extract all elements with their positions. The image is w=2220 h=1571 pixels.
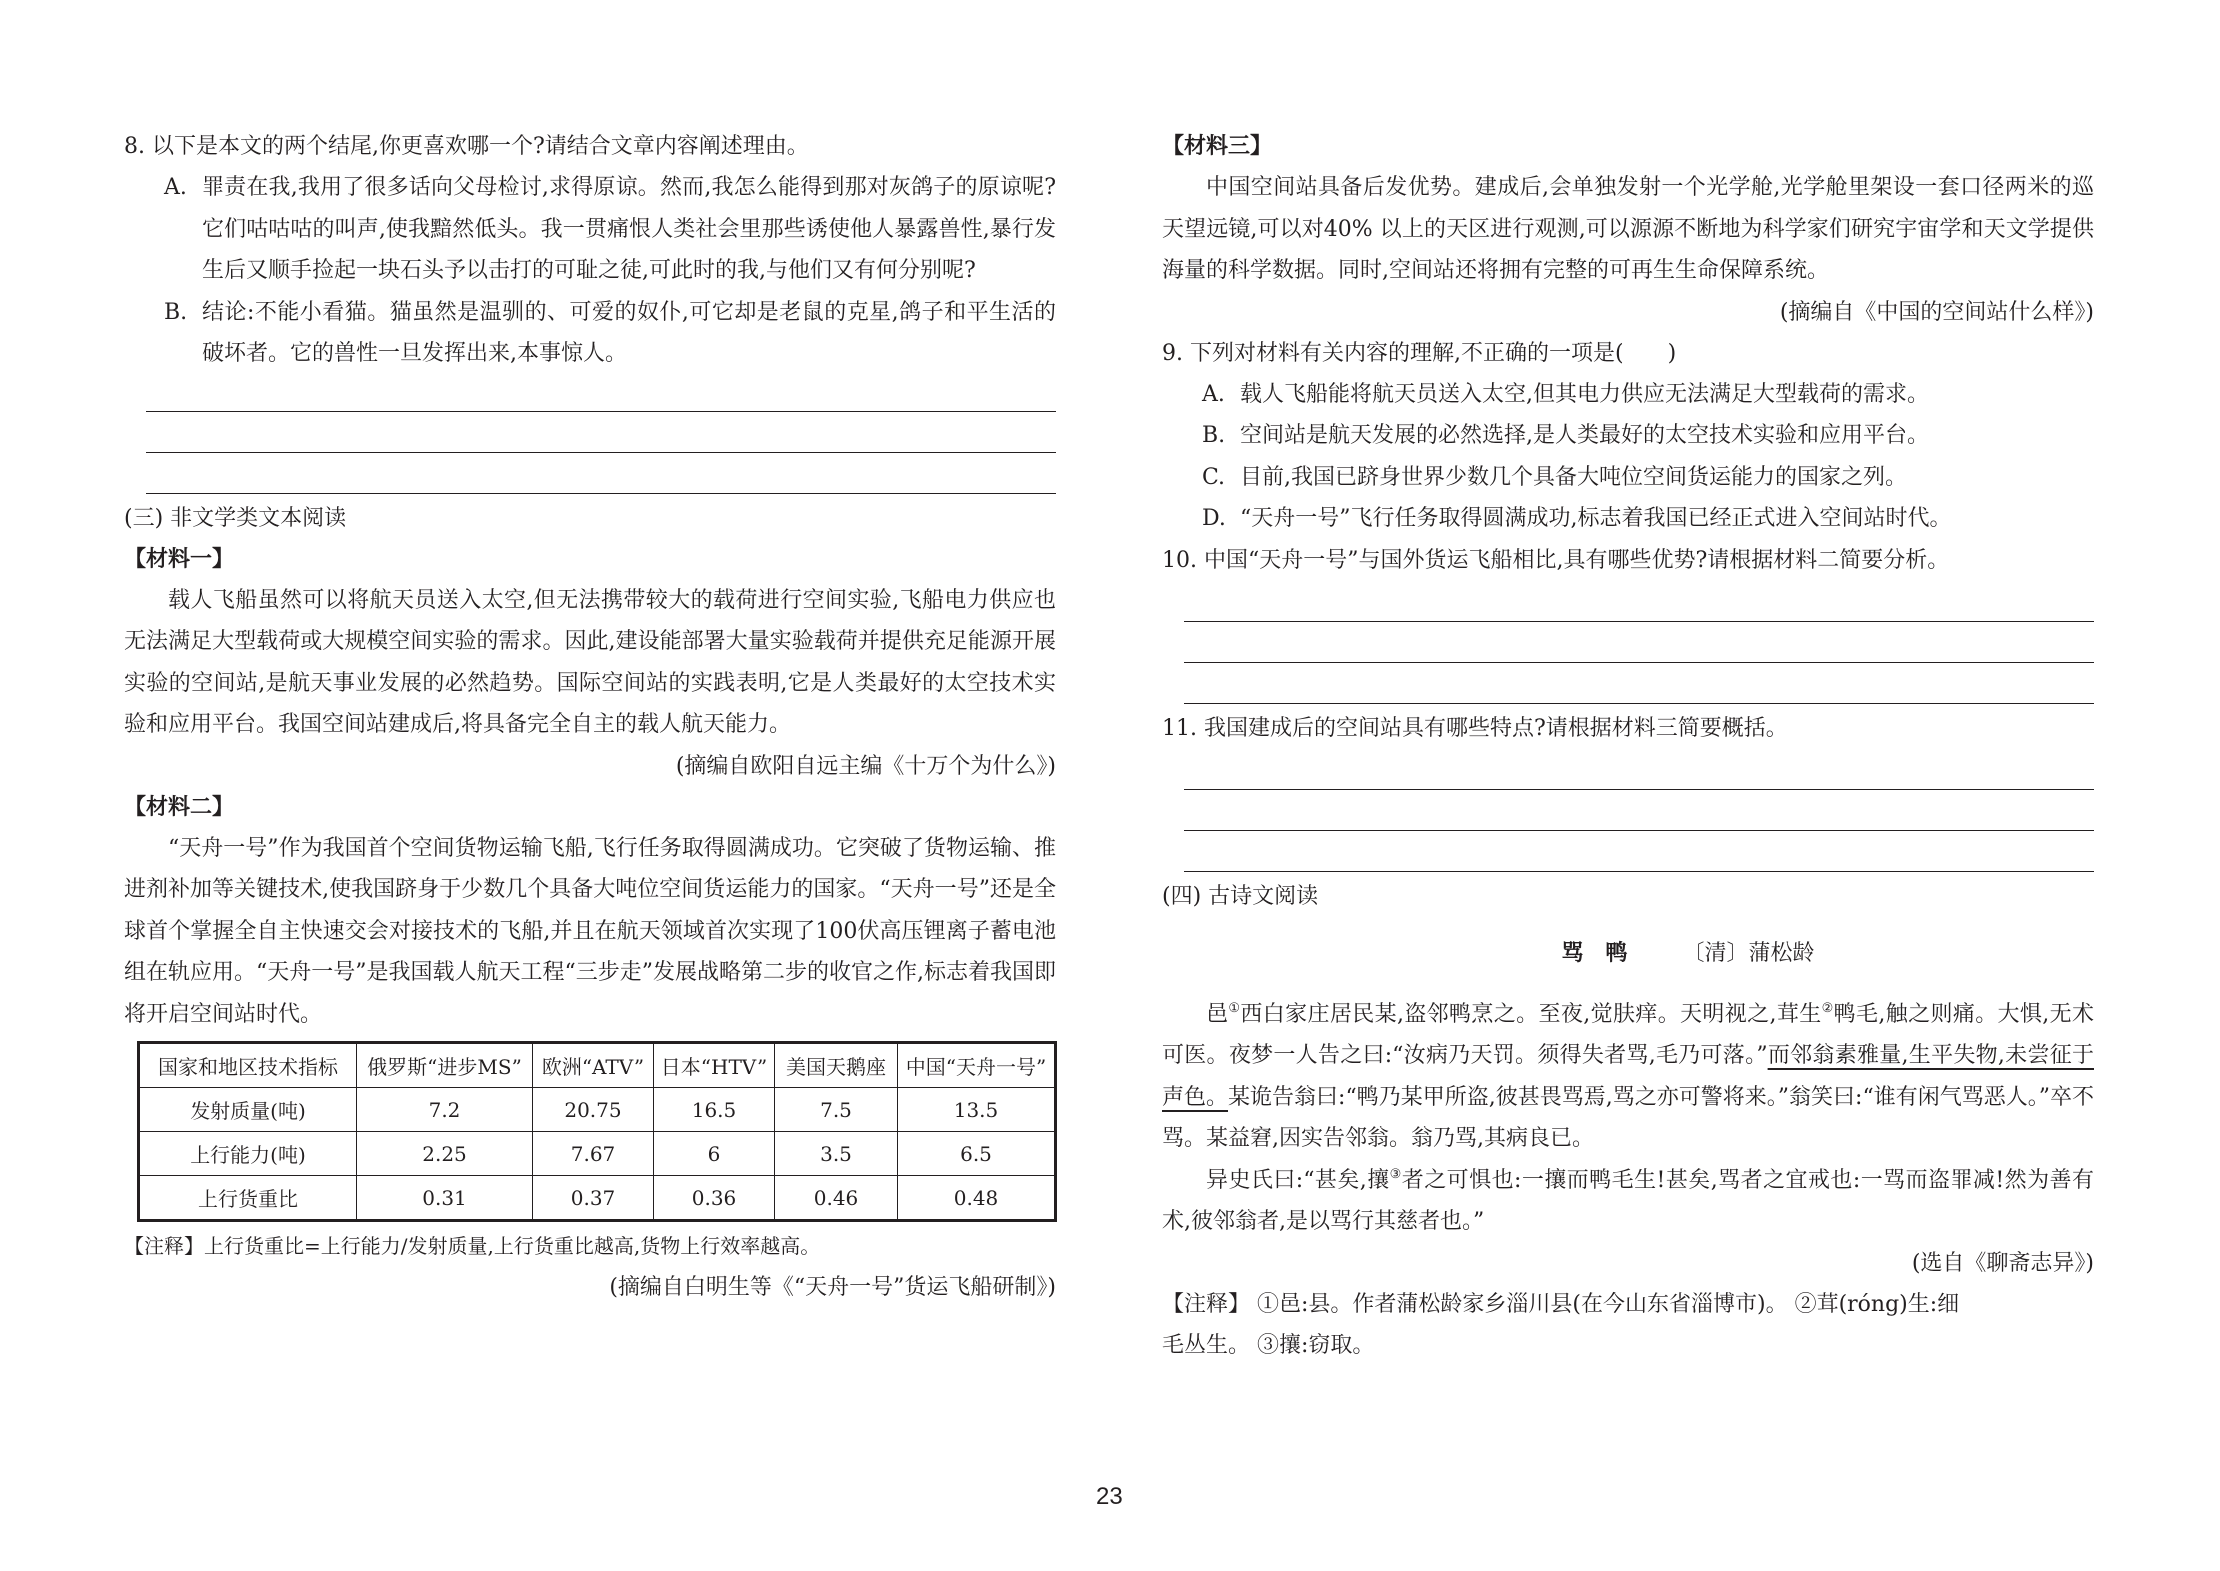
- left-column: [124, 126, 1056, 1308]
- table-header-cell: 俄罗斯“进步MS”: [357, 1043, 533, 1088]
- question-8-prompt: [124, 126, 1056, 167]
- option-label: B.: [1202, 423, 1226, 448]
- question-text: 以下是本文的两个结尾,你更喜欢哪一个?请结合文章内容阐述理由。: [152, 134, 809, 159]
- answer-line[interactable]: [1184, 831, 2094, 872]
- option-text: 空间站是航天发展的必然选择,是人类最好的太空技术实验和应用平台。: [1240, 423, 1929, 448]
- option-text: 罪责在我,我用了很多话向父母检讨,求得原谅。然而,我怎么能得到那对灰鸽子的原谅呢?它们咕咕咕的叫声,使我黯然低头。我一贯痛恨人类社会里那些诱使他人暴露兽性,暴行发生后又顺手捡起一块石头予以击打的可耻之徒,可此时的我,与他们又有何分别呢?: [202, 175, 1056, 283]
- table-cell: 7.67: [533, 1132, 654, 1176]
- classical-text-title: [1162, 933, 2094, 974]
- option-d[interactable]: [1202, 498, 2094, 540]
- question-number: 8.: [124, 134, 145, 159]
- material-1-heading: 【材料一】: [124, 546, 235, 572]
- question-number: 9.: [1162, 340, 1183, 366]
- table-cell: 3.5: [775, 1132, 898, 1176]
- section-3-title: (三) 非文学类文本阅读: [124, 505, 347, 531]
- material-3-source: (摘编自《中国的空间站什么样》): [1779, 299, 2094, 325]
- option-label: C.: [1202, 464, 1226, 490]
- option-label: D.: [1202, 506, 1226, 531]
- table-cell: 0.31: [357, 1176, 533, 1221]
- table-header-cell: 日本“HTV”: [654, 1043, 775, 1088]
- answer-line[interactable]: [1184, 622, 2094, 663]
- table-cell: 7.2: [357, 1088, 533, 1132]
- text-run: 某诡告翁曰:“鸭乃某甲所盗,彼甚畏骂焉,骂之亦可警将来。”翁笑曰:“谁有闲气骂恶人。”卒不骂。某益窘,因实告邻翁。翁乃骂,其病良已。: [1162, 1084, 2094, 1151]
- table-cell: 13.5: [898, 1088, 1056, 1132]
- material-3-heading: 【材料三】: [1162, 134, 1273, 159]
- right-column: [1162, 126, 2094, 1366]
- question-11-prompt: [1162, 708, 2094, 749]
- question-text: 下列对材料有关内容的理解,不正确的一项是( ): [1190, 340, 1677, 366]
- answer-line[interactable]: [146, 371, 1056, 412]
- option-text: 结论:不能小看猫。猫虽然是温驯的、可爱的奴仆,可它却是老鼠的克星,鸽子和平生活的破坏者。它的兽性一旦发挥出来,本事惊人。: [202, 299, 1056, 366]
- option-a: [164, 167, 1056, 292]
- text-run: 鸭毛,触之则痛。大惧,无术可医。夜梦一人告之曰:“汝病乃天罚。须得失者骂,毛乃可落。”: [1162, 1001, 2095, 1068]
- option-text: 目前,我国已跻身世界少数几个具备大吨位空间货运能力的国家之列。: [1240, 464, 1907, 490]
- question-9-options: [1162, 374, 2094, 540]
- answer-lines: [1162, 581, 2094, 704]
- footnote-marker-3: ③: [1389, 1166, 1402, 1182]
- answer-line[interactable]: [1184, 790, 2094, 831]
- classical-author: 〔清〕蒲松龄: [1682, 940, 1815, 966]
- comparison-table: [137, 1041, 1057, 1222]
- answer-line[interactable]: [146, 412, 1056, 453]
- underlined-sentence: 而邻翁素雅量,生平失物,未尝征于声色。: [1162, 1043, 2094, 1110]
- material-2-note: 【注释】上行货重比=上行能力/发射质量,上行货重比越高,货物上行效率越高。: [124, 1234, 821, 1258]
- page-number: 23: [1096, 1483, 1123, 1510]
- question-10-prompt: [1162, 540, 2094, 581]
- text-run: 邑: [1206, 1001, 1229, 1027]
- table-row: [139, 1088, 1056, 1132]
- table-cell: 0.36: [654, 1176, 775, 1221]
- material-2-heading: 【材料二】: [124, 794, 235, 820]
- classical-notes-line-1: 【注释】 ①邑:县。作者蒲松龄家乡淄川县(在今山东省淄博市)。 ②茸(róng)生:细: [1162, 1291, 1960, 1317]
- table-cell: 2.25: [357, 1132, 533, 1176]
- answer-line[interactable]: [1184, 749, 2094, 790]
- question-9-prompt: [1162, 333, 2094, 374]
- option-text: 载人飞船能将航天员送入太空,但其电力供应无法满足大型载荷的需求。: [1240, 381, 1929, 407]
- question-9: [1162, 333, 2094, 540]
- material-2-source: (摘编自白明生等《“天舟一号”货运飞船研制》): [609, 1275, 1056, 1300]
- classical-paragraph-2: [1162, 1160, 2094, 1243]
- table-header-cell: 国家和地区技术指标: [139, 1043, 357, 1088]
- table-header-cell: 美国天鹅座: [775, 1043, 898, 1088]
- option-label: A.: [1202, 381, 1225, 407]
- text-run: 者之可惧也:一攘而鸭毛生!甚矣,骂者之宜戒也:一骂而盗罪减!然为善有术,彼邻翁者,是以骂行其慈者也。”: [1162, 1167, 2094, 1234]
- table-row: [139, 1176, 1056, 1221]
- question-11: [1162, 708, 2094, 872]
- answer-line[interactable]: [1184, 663, 2094, 704]
- option-c[interactable]: [1202, 457, 2094, 499]
- classical-source: (选自《聊斋志异》): [1911, 1250, 2094, 1276]
- classical-notes-line-2: 毛丛生。 ③攘:窃取。: [1162, 1332, 1375, 1358]
- answer-lines: [124, 371, 1056, 494]
- table-row-label: 发射质量(吨): [139, 1088, 357, 1132]
- table-cell: 0.37: [533, 1176, 654, 1221]
- material-1-text: 载人飞船虽然可以将航天员送入太空,但无法携带较大的载荷进行空间实验,飞船电力供应也无法满足大型载荷或大规模空间实验的需求。因此,建设能部署大量实验载荷并提供充足能源开展实验的空间站,是航天事业发展的必然趋势。国际空间站的实践表明,它是人类最好的太空技术实验和应用平台。我国空间站建成后,将具备完全自主的载人航天能力。: [124, 587, 1056, 737]
- table-header-cell: 欧洲“ATV”: [533, 1043, 654, 1088]
- table-cell: 16.5: [654, 1088, 775, 1132]
- material-1-source: (摘编自欧阳自远主编《十万个为什么》): [675, 753, 1056, 779]
- table-cell: 6: [654, 1132, 775, 1176]
- text-run: 异史氏曰:“甚矣,攘: [1206, 1167, 1390, 1193]
- answer-line[interactable]: [146, 453, 1056, 494]
- table-cell: 0.46: [775, 1176, 898, 1221]
- question-number: 11.: [1162, 715, 1197, 741]
- option-b: [164, 292, 1056, 375]
- option-a[interactable]: [1202, 374, 2094, 416]
- table-cell: 20.75: [533, 1088, 654, 1132]
- answer-line[interactable]: [1184, 581, 2094, 622]
- classical-paragraph-1: [1162, 994, 2094, 1160]
- material-3-text: 中国空间站具备后发优势。建成后,会单独发射一个光学舱,光学舱里架设一套口径两米的巡天望远镜,可以对40% 以上的天区进行观测,可以源源不断地为科学家们研究宇宙学和天文学提供海量的科学数据。同时,空间站还将拥有完整的可再生生命保障系统。: [1162, 175, 2094, 283]
- question-10: [1162, 540, 2094, 704]
- question-text: 我国建成后的空间站具有哪些特点?请根据材料三简要概括。: [1204, 715, 1788, 741]
- answer-lines: [1162, 749, 2094, 872]
- table-cell: 7.5: [775, 1088, 898, 1132]
- footnote-marker-1: ①: [1228, 1000, 1241, 1016]
- option-b[interactable]: [1202, 415, 2094, 457]
- option-label: B.: [164, 299, 188, 325]
- option-text: “天舟一号”飞行任务取得圆满成功,标志着我国已经正式进入空间站时代。: [1240, 506, 1952, 531]
- question-text: 中国“天舟一号”与国外货运飞船相比,具有哪些优势?请根据材料二简要分析。: [1204, 547, 1950, 573]
- table-row-label: 上行货重比: [139, 1176, 357, 1221]
- table-row-label: 上行能力(吨): [139, 1132, 357, 1176]
- question-number: 10.: [1162, 547, 1197, 573]
- material-2-text: “天舟一号”作为我国首个空间货物运输飞船,飞行任务取得圆满成功。它突破了货物运输、推进剂补加等关键技术,使我国跻身于少数几个具备大吨位空间货运能力的国家。“天舟一号”还是全球首个掌握全自主快速交会对接技术的飞船,并且在航天领域首次实现了100伏高压锂离子蓄电池组在轨应用。“天舟一号”是我国载人航天工程“三步走”发展战略第二步的收官之作,标志着我国即将开启空间站时代。: [124, 835, 1056, 1027]
- table-row: [139, 1132, 1056, 1176]
- question-8: [124, 126, 1056, 494]
- section-4-title: (四) 古诗文阅读: [1162, 883, 1319, 909]
- table-cell: 6.5: [898, 1132, 1056, 1176]
- option-label: A.: [164, 175, 187, 200]
- table-header-cell: 中国“天舟一号”: [898, 1043, 1056, 1088]
- question-8-options: [124, 167, 1056, 375]
- classical-title: 骂鸭: [1561, 940, 1650, 966]
- text-run: 西白家庄居民某,盗邻鸭烹之。至夜,觉肤痒。天明视之,茸生: [1240, 1001, 1822, 1027]
- table-header-row: [139, 1043, 1056, 1088]
- footnote-marker-2: ②: [1821, 1000, 1834, 1016]
- table-cell: 0.48: [898, 1176, 1056, 1221]
